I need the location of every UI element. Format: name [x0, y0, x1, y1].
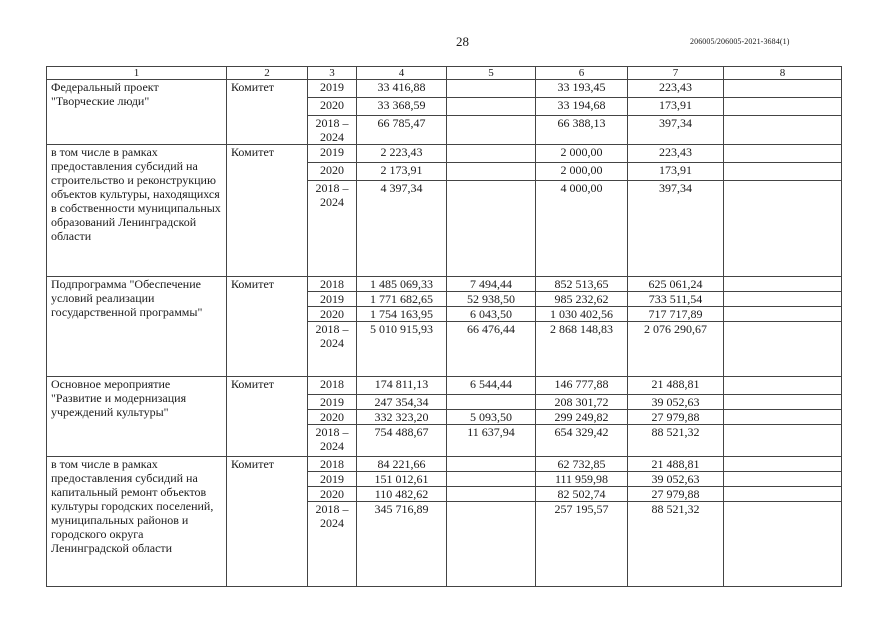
value-cell-c4: 754 488,67	[357, 425, 447, 457]
executor-cell: Комитет	[227, 145, 308, 277]
year-cell	[308, 395, 357, 410]
value-cell-c5	[447, 457, 536, 472]
value-cell-c8	[724, 292, 842, 307]
value-cell-c4: 33 416,88	[357, 80, 447, 98]
column-header: 8	[724, 67, 842, 80]
value-cell-c7: 88 521,32	[628, 502, 724, 587]
value-cell-c5	[447, 163, 536, 181]
value-cell-c4: 33 368,59	[357, 98, 447, 116]
table-row	[47, 377, 842, 395]
year-value: 2018	[320, 457, 344, 471]
item-name: Подпрограмма "Обеспечение условий реализации государственной программы"	[47, 277, 227, 377]
value-cell-c7: 2 076 290,67	[628, 322, 724, 377]
value-cell-c6: 257 195,57	[536, 502, 628, 587]
value-cell-c7: 733 511,54	[628, 292, 724, 307]
value-cell-c5	[447, 395, 536, 410]
table-row	[47, 145, 842, 163]
value-cell-c5	[447, 472, 536, 487]
value-cell-c6: 4 000,00	[536, 181, 628, 277]
value-cell-c6: 2 868 148,83	[536, 322, 628, 377]
value-cell-c4: 2 223,43	[357, 145, 447, 163]
budget-table	[46, 66, 842, 587]
year-cell	[308, 277, 357, 292]
year-cell	[308, 145, 357, 163]
column-header: 1	[47, 67, 227, 80]
value-cell-c6: 146 777,88	[536, 377, 628, 395]
value-cell-c7: 625 061,24	[628, 277, 724, 292]
value-cell-c6: 82 502,74	[536, 487, 628, 502]
item-name: Основное мероприятие "Развитие и модернизация учреждений культуры"	[47, 377, 227, 457]
value-cell-c4: 345 716,89	[357, 502, 447, 587]
value-cell-c7: 397,34	[628, 181, 724, 277]
value-cell-c6: 62 732,85	[536, 457, 628, 472]
value-cell-c8	[724, 487, 842, 502]
year-value: 2019	[320, 145, 344, 159]
column-number-row	[47, 67, 842, 80]
value-cell-c5: 5 093,50	[447, 410, 536, 425]
value-cell-c4: 2 173,91	[357, 163, 447, 181]
value-cell-c4: 332 323,20	[357, 410, 447, 425]
value-cell-c5: 6 544,44	[447, 377, 536, 395]
value-cell-c5	[447, 145, 536, 163]
value-cell-c5: 52 938,50	[447, 292, 536, 307]
value-cell-c4: 247 354,34	[357, 395, 447, 410]
value-cell-c8	[724, 116, 842, 145]
year-value: 2020	[320, 163, 344, 177]
value-cell-c5	[447, 80, 536, 98]
year-cell	[308, 377, 357, 395]
table-row	[47, 277, 842, 292]
year-cell	[308, 322, 357, 377]
year-value: 2018	[320, 277, 344, 291]
document-reference: 206005/206005-2021-3684(1)	[690, 37, 790, 46]
year-value: 2020	[320, 487, 344, 501]
value-cell-c4: 174 811,13	[357, 377, 447, 395]
year-value: 2018 – 2024	[315, 181, 349, 209]
year-cell	[308, 307, 357, 322]
value-cell-c7: 21 488,81	[628, 377, 724, 395]
value-cell-c7: 717 717,89	[628, 307, 724, 322]
year-value: 2019	[320, 80, 344, 94]
value-cell-c6: 2 000,00	[536, 163, 628, 181]
executor-cell: Комитет	[227, 277, 308, 377]
value-cell-c5	[447, 116, 536, 145]
value-cell-c6: 111 959,98	[536, 472, 628, 487]
value-cell-c6: 1 030 402,56	[536, 307, 628, 322]
column-header: 7	[628, 67, 724, 80]
column-header: 3	[308, 67, 357, 80]
value-cell-c4: 151 012,61	[357, 472, 447, 487]
year-value: 2018 – 2024	[315, 502, 349, 530]
executor-cell: Комитет	[227, 377, 308, 457]
value-cell-c8	[724, 425, 842, 457]
item-name: Федеральный проект "Творческие люди"	[47, 80, 227, 145]
value-cell-c5	[447, 487, 536, 502]
value-cell-c4: 1 754 163,95	[357, 307, 447, 322]
value-cell-c8	[724, 377, 842, 395]
value-cell-c7: 223,43	[628, 145, 724, 163]
value-cell-c4: 5 010 915,93	[357, 322, 447, 377]
value-cell-c7: 223,43	[628, 80, 724, 98]
year-cell	[308, 457, 357, 472]
value-cell-c5: 11 637,94	[447, 425, 536, 457]
column-header: 4	[357, 67, 447, 80]
value-cell-c7: 88 521,32	[628, 425, 724, 457]
value-cell-c6: 208 301,72	[536, 395, 628, 410]
value-cell-c8	[724, 80, 842, 98]
value-cell-c6: 2 000,00	[536, 145, 628, 163]
value-cell-c7: 173,91	[628, 163, 724, 181]
year-cell	[308, 98, 357, 116]
column-header: 6	[536, 67, 628, 80]
value-cell-c8	[724, 410, 842, 425]
value-cell-c4: 1 485 069,33	[357, 277, 447, 292]
value-cell-c6: 66 388,13	[536, 116, 628, 145]
year-value: 2019	[320, 472, 344, 486]
value-cell-c5	[447, 98, 536, 116]
value-cell-c8	[724, 502, 842, 587]
table-row	[47, 457, 842, 472]
value-cell-c5	[447, 502, 536, 587]
table-row	[47, 80, 842, 98]
value-cell-c8	[724, 163, 842, 181]
value-cell-c6: 33 193,45	[536, 80, 628, 98]
year-cell	[308, 487, 357, 502]
year-cell	[308, 163, 357, 181]
value-cell-c4: 84 221,66	[357, 457, 447, 472]
year-value: 2020	[320, 410, 344, 424]
value-cell-c8	[724, 307, 842, 322]
value-cell-c5	[447, 181, 536, 277]
value-cell-c6: 852 513,65	[536, 277, 628, 292]
year-cell	[308, 410, 357, 425]
value-cell-c7: 173,91	[628, 98, 724, 116]
value-cell-c6: 985 232,62	[536, 292, 628, 307]
year-cell	[308, 502, 357, 587]
year-cell	[308, 425, 357, 457]
value-cell-c8	[724, 277, 842, 292]
year-value: 2019	[320, 395, 344, 409]
value-cell-c8	[724, 472, 842, 487]
value-cell-c7: 21 488,81	[628, 457, 724, 472]
value-cell-c7: 39 052,63	[628, 395, 724, 410]
value-cell-c4: 110 482,62	[357, 487, 447, 502]
year-value: 2020	[320, 307, 344, 321]
value-cell-c8	[724, 322, 842, 377]
value-cell-c6: 299 249,82	[536, 410, 628, 425]
value-cell-c5: 6 043,50	[447, 307, 536, 322]
column-header: 2	[227, 67, 308, 80]
value-cell-c7: 27 979,88	[628, 487, 724, 502]
year-cell	[308, 80, 357, 98]
year-cell	[308, 116, 357, 145]
year-value: 2018 – 2024	[315, 116, 349, 144]
year-value: 2020	[320, 98, 344, 112]
value-cell-c8	[724, 145, 842, 163]
year-value: 2018	[320, 377, 344, 391]
value-cell-c8	[724, 395, 842, 410]
year-value: 2019	[320, 292, 344, 306]
value-cell-c4: 1 771 682,65	[357, 292, 447, 307]
value-cell-c4: 66 785,47	[357, 116, 447, 145]
year-cell	[308, 292, 357, 307]
year-value: 2018 – 2024	[315, 322, 349, 350]
value-cell-c6: 654 329,42	[536, 425, 628, 457]
value-cell-c5: 7 494,44	[447, 277, 536, 292]
value-cell-c7: 27 979,88	[628, 410, 724, 425]
year-cell	[308, 181, 357, 277]
value-cell-c7: 39 052,63	[628, 472, 724, 487]
page-number: 28	[456, 34, 469, 49]
item-name: в том числе в рамках предоставления субсидий на строительство и реконструкцию объектов культуры, находящихся в собственности муниципальных образований Ленинградской области	[47, 145, 227, 277]
value-cell-c7: 397,34	[628, 116, 724, 145]
year-cell	[308, 472, 357, 487]
year-value: 2018 – 2024	[315, 425, 349, 453]
value-cell-c6: 33 194,68	[536, 98, 628, 116]
value-cell-c8	[724, 98, 842, 116]
item-name: в том числе в рамках предоставления субсидий на капитальный ремонт объектов культуры городских поселений, муниципальных районов и городского округа Ленинградской области	[47, 457, 227, 587]
value-cell-c5: 66 476,44	[447, 322, 536, 377]
column-header: 5	[447, 67, 536, 80]
value-cell-c4: 4 397,34	[357, 181, 447, 277]
executor-cell: Комитет	[227, 457, 308, 587]
executor-cell: Комитет	[227, 80, 308, 145]
value-cell-c8	[724, 457, 842, 472]
value-cell-c8	[724, 181, 842, 277]
